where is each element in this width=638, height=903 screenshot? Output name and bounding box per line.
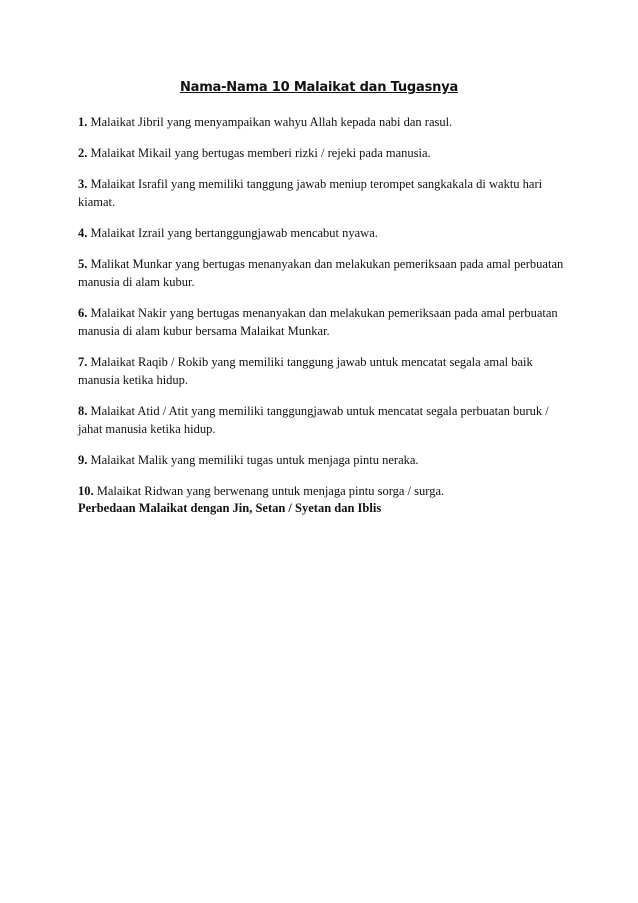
item-text: Malikat Munkar yang bertugas menanyakan dan melakukan pemeriksaan pada amal perbuatan manusia di alam kubur.	[78, 257, 564, 289]
list-item	[78, 113, 568, 131]
item-number: 10.	[78, 484, 94, 498]
item-text: Malaikat Atid / Atit yang memiliki tanggungjawab untuk mencatat segala perbuatan buruk / jahat manusia ketika hidup.	[78, 404, 549, 436]
item-number: 5.	[78, 257, 88, 271]
item-number: 3.	[78, 177, 88, 191]
item-number: 4.	[78, 226, 88, 240]
item-text: Malaikat Jibril yang menyampaikan wahyu Allah kepada nabi dan rasul.	[90, 115, 453, 129]
item-text: Malaikat Nakir yang bertugas menanyakan dan melakukan pemeriksaan pada amal perbuatan manusia di alam kubur bersama Malaikat Munkar.	[78, 306, 558, 338]
angel-list	[78, 113, 568, 516]
item-text: Malaikat Malik yang memiliki tugas untuk menjaga pintu neraka.	[90, 453, 419, 467]
list-item	[78, 451, 568, 469]
item-number: 6.	[78, 306, 88, 320]
item-number: 2.	[78, 146, 88, 160]
item-number: 1.	[78, 115, 88, 129]
item-text: Malaikat Ridwan yang berwenang untuk menjaga pintu sorga / surga.	[96, 484, 445, 498]
page-title: Nama-Nama 10 Malaikat dan Tugasnya	[179, 80, 459, 95]
section-subheading: Perbedaan Malaikat dengan Jin, Setan / Syetan dan Iblis	[78, 501, 382, 515]
list-item	[78, 353, 568, 389]
item-text: Malaikat Israfil yang memiliki tanggung jawab meniup terompet sangkakala di waktu hari kiamat.	[78, 177, 543, 209]
item-text: Malaikat Raqib / Rokib yang memiliki tanggung jawab untuk mencatat segala amal baik manusia ketika hidup.	[78, 355, 533, 387]
list-item	[78, 255, 568, 291]
item-text: Malaikat Izrail yang bertanggungjawab mencabut nyawa.	[90, 226, 378, 240]
list-item	[78, 224, 568, 242]
list-item	[78, 402, 568, 438]
list-item	[78, 175, 568, 211]
list-item	[78, 144, 568, 162]
item-number: 9.	[78, 453, 88, 467]
list-item	[78, 482, 568, 500]
item-text: Malaikat Mikail yang bertugas memberi rizki / rejeki pada manusia.	[90, 146, 431, 160]
item-number: 7.	[78, 355, 88, 369]
list-item	[78, 304, 568, 340]
item-number: 8.	[78, 404, 88, 418]
